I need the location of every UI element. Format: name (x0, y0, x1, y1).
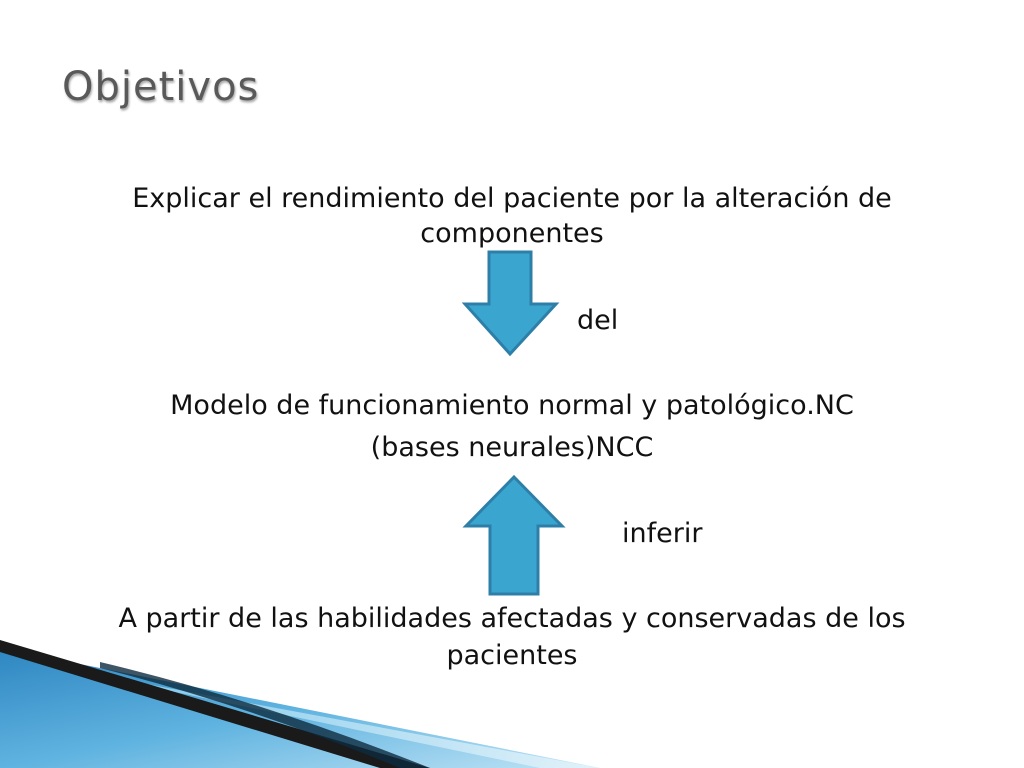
objective-line-model: Modelo de funcionamiento normal y patológico.NC (170, 390, 854, 421)
objective-line-bases: (bases neurales)NCC (370, 432, 654, 463)
objective-line-del: del (577, 305, 619, 336)
objective-line-patients: pacientes (446, 640, 578, 671)
arrow-down-icon (462, 250, 560, 358)
objective-line-explain: Explicar el rendimiento del paciente por la alteración de (132, 183, 892, 214)
slide-title: Objetivos (62, 64, 260, 110)
objective-line-from: A partir de las habilidades afectadas y conservadas de los (118, 603, 906, 634)
objective-line-infer: inferir (622, 518, 703, 549)
objective-line-components: componentes (420, 218, 604, 249)
arrow-up-icon (462, 474, 566, 598)
